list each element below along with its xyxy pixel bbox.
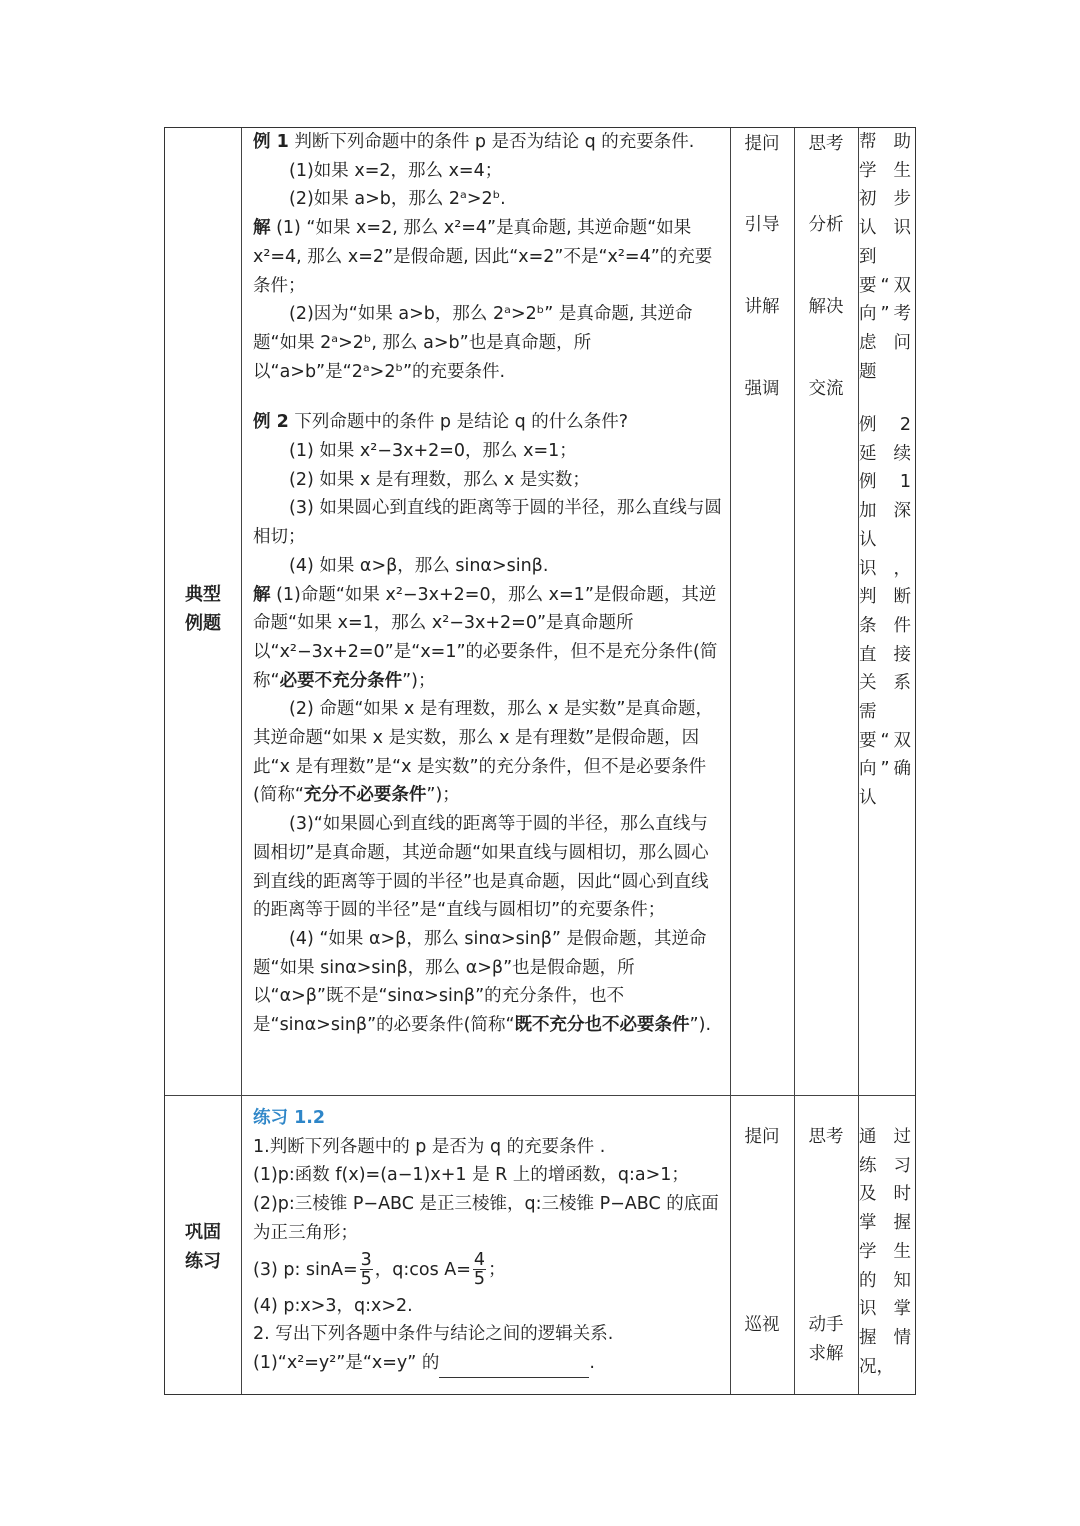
student-activity: 思考	[808, 1127, 844, 1147]
fraction: $\frac{4}{5}$	[473, 1250, 486, 1290]
practice-item: (1)“x²=y²”是“x=y” 的 .	[253, 1349, 723, 1378]
example1-question: (1)如果 x=2，那么 x=4；	[289, 160, 503, 181]
examples-content	[253, 128, 723, 1040]
answer-blank[interactable]	[439, 1359, 589, 1378]
design-intent-examples-2: 例 2 延续例 1 加深认识，判断条件直接关系需要“双向”确认	[859, 415, 911, 809]
student-activity: 思考	[808, 134, 844, 154]
practice-question: 2. 写出下列各题中条件与结论之间的逻辑关系.	[253, 1324, 614, 1345]
solution2-part1: 解 (1)命题“如果 x²−3x+2=0，那么 x=1”是假命题，其逆命题“如果 x=1，那么 x²−3x+2=0”是真命题所以“x²−3x+2=0”是“x=1”的必要条件，但不是充分条件(简称“必要不充分条件”)；	[253, 584, 718, 691]
student-activity: 动手求解	[808, 1315, 844, 1364]
practice-item: (3) p: sinA= $\frac{3}{5}$ ，q:cos A= $\frac{4}{5}$ ；	[253, 1250, 506, 1290]
example2-question: (3) 如果圆心到直线的距离等于圆的半径，那么直线与圆相切；	[253, 498, 722, 548]
student-activity: 分析	[808, 215, 844, 235]
teacher-activity-column	[730, 128, 794, 428]
example2-question: (4) 如果 α>β，那么 sinα>sinβ.	[289, 555, 549, 576]
practice-item: (1)p:函数 f(x)=(a−1)x+1 是 R 上的增函数，q:a>1；	[253, 1165, 689, 1186]
teacher-activity: 讲解	[744, 297, 780, 317]
practice-item: (4) p:x>3，q:x>2.	[253, 1295, 413, 1316]
practice-content	[253, 1104, 723, 1378]
teacher-activity: 巡视	[744, 1315, 780, 1335]
student-activity-column	[794, 1123, 858, 1383]
example2-question: (1) 如果 x²−3x+2=0，那么 x=1；	[289, 441, 577, 462]
teacher-activity: 强调	[744, 379, 780, 399]
solution2-part4: (4) “如果 α>β，那么 sinα>sinβ” 是假命题，其逆命题“如果 sinα>sinβ，那么 α>β”也是假命题，所以“α>β”既不是“sinα>sinβ”的充分条件，也不是“sinα>sinβ”的必要条件(简称“既不充分也不必要条件”).	[253, 928, 712, 1036]
solution2-part2: (2) 命题“如果 x 是有理数，那么 x 是实数”是真命题，其逆命题“如果 x 是实数，那么 x 是有理数”是假命题，因此“x 是有理数”是“x 是实数”的充分条件，但不是必要条件(简称“充分不必要条件”)；	[253, 699, 713, 806]
student-activity-column	[794, 128, 858, 428]
solution2-part3: (3)“如果圆心到直线的距离等于圆的半径，那么直线与圆相切”是真命题，其逆命题“如果直线与圆相切，那么圆心到直线的距离等于圆的半径”也是真命题，因此“圆心到直线的距离等于圆的半径”是“直线与圆相切”的充要条件；	[253, 814, 709, 921]
example2-question: (2) 如果 x 是有理数，那么 x 是实数；	[289, 469, 590, 490]
practice-question: 1.判断下列各题中的 p 是否为 q 的充要条件 .	[253, 1136, 606, 1157]
column-divider	[241, 128, 242, 1394]
design-intent-practice: 通过练习及时掌握学生的知识掌握情况，	[859, 1127, 911, 1377]
solution1-part1: 解 (1) “如果 x=2, 那么 x²=4”是真命题, 其逆命题“如果 x²=4, 那么 x=2”是假命题, 因此“x=2”不是“x²=4”的充要条件；	[253, 218, 713, 296]
fraction: $\frac{3}{5}$	[360, 1250, 372, 1290]
example1-question: (2)如果 a>b，那么 2ᵃ>2ᵇ.	[289, 189, 506, 210]
section-label-practice: 巩固 练习	[185, 1222, 221, 1272]
student-activity: 解决	[808, 297, 844, 317]
example2-title: 例 2 下列命题中的条件 p 是结论 q 的什么条件?	[253, 412, 629, 433]
teacher-activity: 提问	[744, 134, 780, 154]
row-divider	[165, 1095, 915, 1096]
design-intent-examples-1: 帮助学生初步认识到要“双向”考虑问题	[859, 132, 911, 382]
student-activity: 交流	[808, 379, 844, 399]
solution1-part2: (2)因为“如果 a>b，那么 2ᵃ>2ᵇ” 是真命题, 其逆命题“如果 2ᵃ>2ᵇ, 那么 a>b”也是真命题，所以“a>b”是“2ᵃ>2ᵇ”的充要条件.	[253, 304, 693, 382]
example1-title: 例 1 判断下列命题中的条件 p 是否为结论 q 的充要条件.	[253, 132, 695, 152]
practice-title: 练习 1.2	[253, 1108, 326, 1128]
practice-item: (2)p:三棱锥 P−ABC 是正三棱锥，q:三棱锥 P−ABC 的底面为正三角形；	[253, 1194, 719, 1243]
teacher-activity-column	[730, 1123, 794, 1383]
section-label-examples: 典型 例题	[185, 584, 221, 634]
lesson-table	[164, 127, 916, 1395]
teacher-activity: 提问	[744, 1127, 780, 1147]
teacher-activity: 引导	[744, 215, 780, 235]
